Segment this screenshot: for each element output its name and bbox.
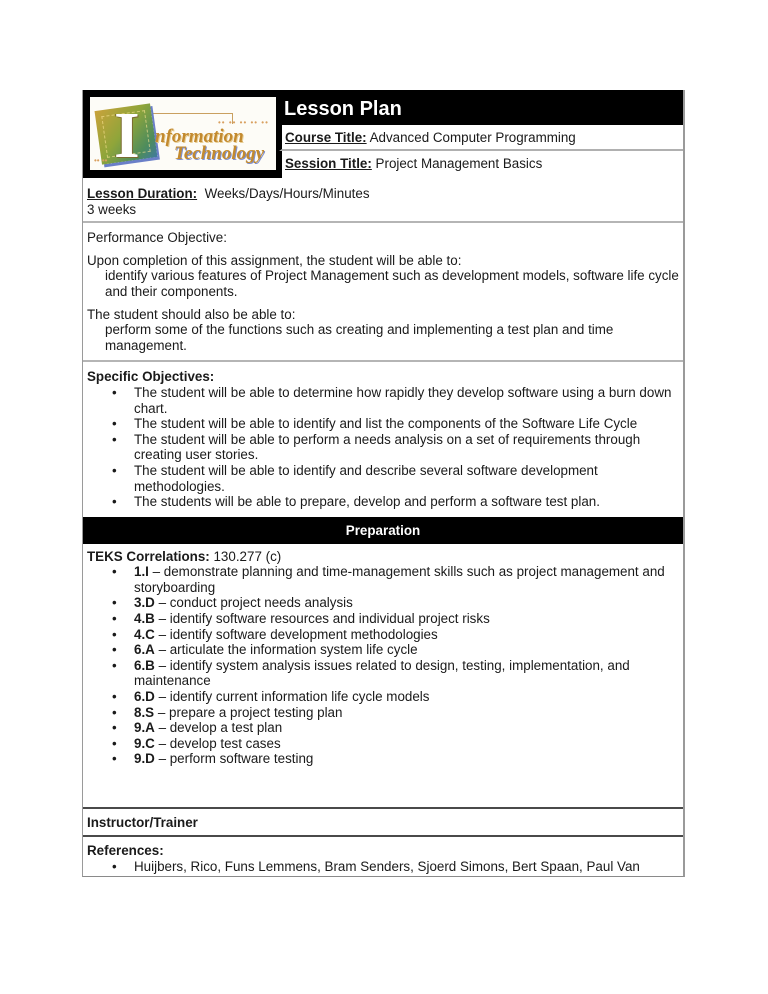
list-item: • The students will be able to prepare, develop and perform a software test plan. xyxy=(87,494,679,510)
preparation-band: Preparation xyxy=(83,517,683,544)
teks-code: 9.C xyxy=(134,735,155,751)
teks-text: – articulate the information system life cycle xyxy=(154,642,418,658)
teks-code: 3.D xyxy=(134,595,155,611)
teks-text: – identify system analysis issues related to design, testing, implementation, and maintenance xyxy=(134,657,630,689)
list-item xyxy=(87,720,679,736)
list-item: • The student will be able to identify and list the components of the Software Life Cycle xyxy=(87,416,679,432)
lesson-duration-units: Weeks/Days/Hours/Minutes xyxy=(204,186,370,201)
list-item xyxy=(87,736,679,752)
references-heading: References: xyxy=(87,843,164,859)
teks-value: 130.277 (c) xyxy=(209,548,282,564)
page-title: Lesson Plan xyxy=(279,90,683,125)
teks-text: – identify software resources and individual project risks xyxy=(154,611,490,627)
session-title-label: Session Title: xyxy=(285,156,372,171)
references-list xyxy=(87,859,679,875)
list-item xyxy=(87,658,679,689)
course-title-row xyxy=(279,125,683,151)
lesson-plan-table xyxy=(82,90,685,877)
session-title-value: Project Management Basics xyxy=(371,156,543,171)
teks-text: – demonstrate planning and time-management skills such as project management and storyboarding xyxy=(134,564,665,595)
specific-objectives-section xyxy=(83,360,683,516)
session-title-row xyxy=(279,151,683,178)
references-section xyxy=(83,835,683,876)
list-item xyxy=(87,595,679,611)
performance-objective-heading: Performance Objective: xyxy=(87,230,227,246)
logo-word-technology: Technology xyxy=(174,143,265,164)
teks-code: 9.A xyxy=(134,720,155,736)
list-item xyxy=(87,751,679,767)
list-item: • The student will be able to perform a needs analysis on a set of requirements through creating user stories. xyxy=(87,432,679,463)
logo-dots-icon: •• •• •• •• •• xyxy=(218,118,269,127)
teks-code: 4.C xyxy=(134,626,155,642)
list-item xyxy=(87,705,679,721)
teks-label: TEKS Correlations: xyxy=(87,548,210,564)
information-technology-logo xyxy=(90,97,276,170)
instructor-trainer-section xyxy=(83,807,683,836)
lesson-duration-section xyxy=(83,178,683,221)
teks-text: – identify software development methodologies xyxy=(154,626,438,642)
title-column xyxy=(279,90,683,178)
list-item xyxy=(87,564,679,595)
list-item xyxy=(87,689,679,705)
teks-code: 4.B xyxy=(134,611,155,627)
specific-objectives-list xyxy=(87,385,679,510)
performance-objective-intro-2: The student should also be able to: xyxy=(87,306,296,322)
list-item xyxy=(87,611,679,627)
teks-code: 1.I xyxy=(134,564,149,580)
specific-objectives-heading: Specific Objectives: xyxy=(87,369,215,385)
teks-code: 6.A xyxy=(134,642,155,658)
teks-code: 6.D xyxy=(134,689,155,705)
teks-text: – prepare a project testing plan xyxy=(154,704,343,720)
teks-text: – conduct project needs analysis xyxy=(154,595,353,611)
list-item: • The student will be able to determine how rapidly they develop software using a burn down chart. xyxy=(87,385,679,416)
list-item xyxy=(87,627,679,643)
teks-code: 8.S xyxy=(134,704,155,720)
teks-text: – identify current information life cycle models xyxy=(154,689,430,705)
logo-letter: I xyxy=(114,99,140,170)
logo-word-information: nformation xyxy=(155,126,244,147)
teks-text: – develop test cases xyxy=(154,735,281,751)
performance-objective-intro: Upon completion of this assignment, the student will be able to: xyxy=(87,252,462,268)
teks-text: – perform software testing xyxy=(154,751,314,767)
performance-objective-section xyxy=(83,221,683,360)
teks-code: 9.D xyxy=(134,751,155,767)
course-title-value: Advanced Computer Programming xyxy=(366,130,576,145)
logo-cell xyxy=(83,90,279,178)
list-item: • Huijbers, Rico, Funs Lemmens, Bram Senders, Sjoerd Simons, Bert Spaan, Paul Van xyxy=(87,859,679,875)
list-item: • The student will be able to identify and describe several software development methodologies. xyxy=(87,463,679,494)
course-title-label: Course Title: xyxy=(285,130,367,145)
teks-code: 6.B xyxy=(134,657,155,673)
list-item xyxy=(87,642,679,658)
teks-correlations-section xyxy=(83,544,683,807)
lesson-plan-header xyxy=(83,90,683,178)
performance-objective-detail-2: perform some of the functions such as creating and implementing a test plan and time management. xyxy=(105,322,614,353)
instructor-trainer-heading: Instructor/Trainer xyxy=(87,814,198,830)
lesson-duration-value: 3 weeks xyxy=(87,201,137,217)
teks-text: – develop a test plan xyxy=(154,720,283,736)
teks-list xyxy=(87,564,679,767)
performance-objective-detail: identify various features of Project Management such as development models, software life cycle and their components. xyxy=(105,268,679,299)
logo-dots-icon: •• •• xyxy=(94,156,108,165)
lesson-duration-label: Lesson Duration: xyxy=(87,186,198,201)
